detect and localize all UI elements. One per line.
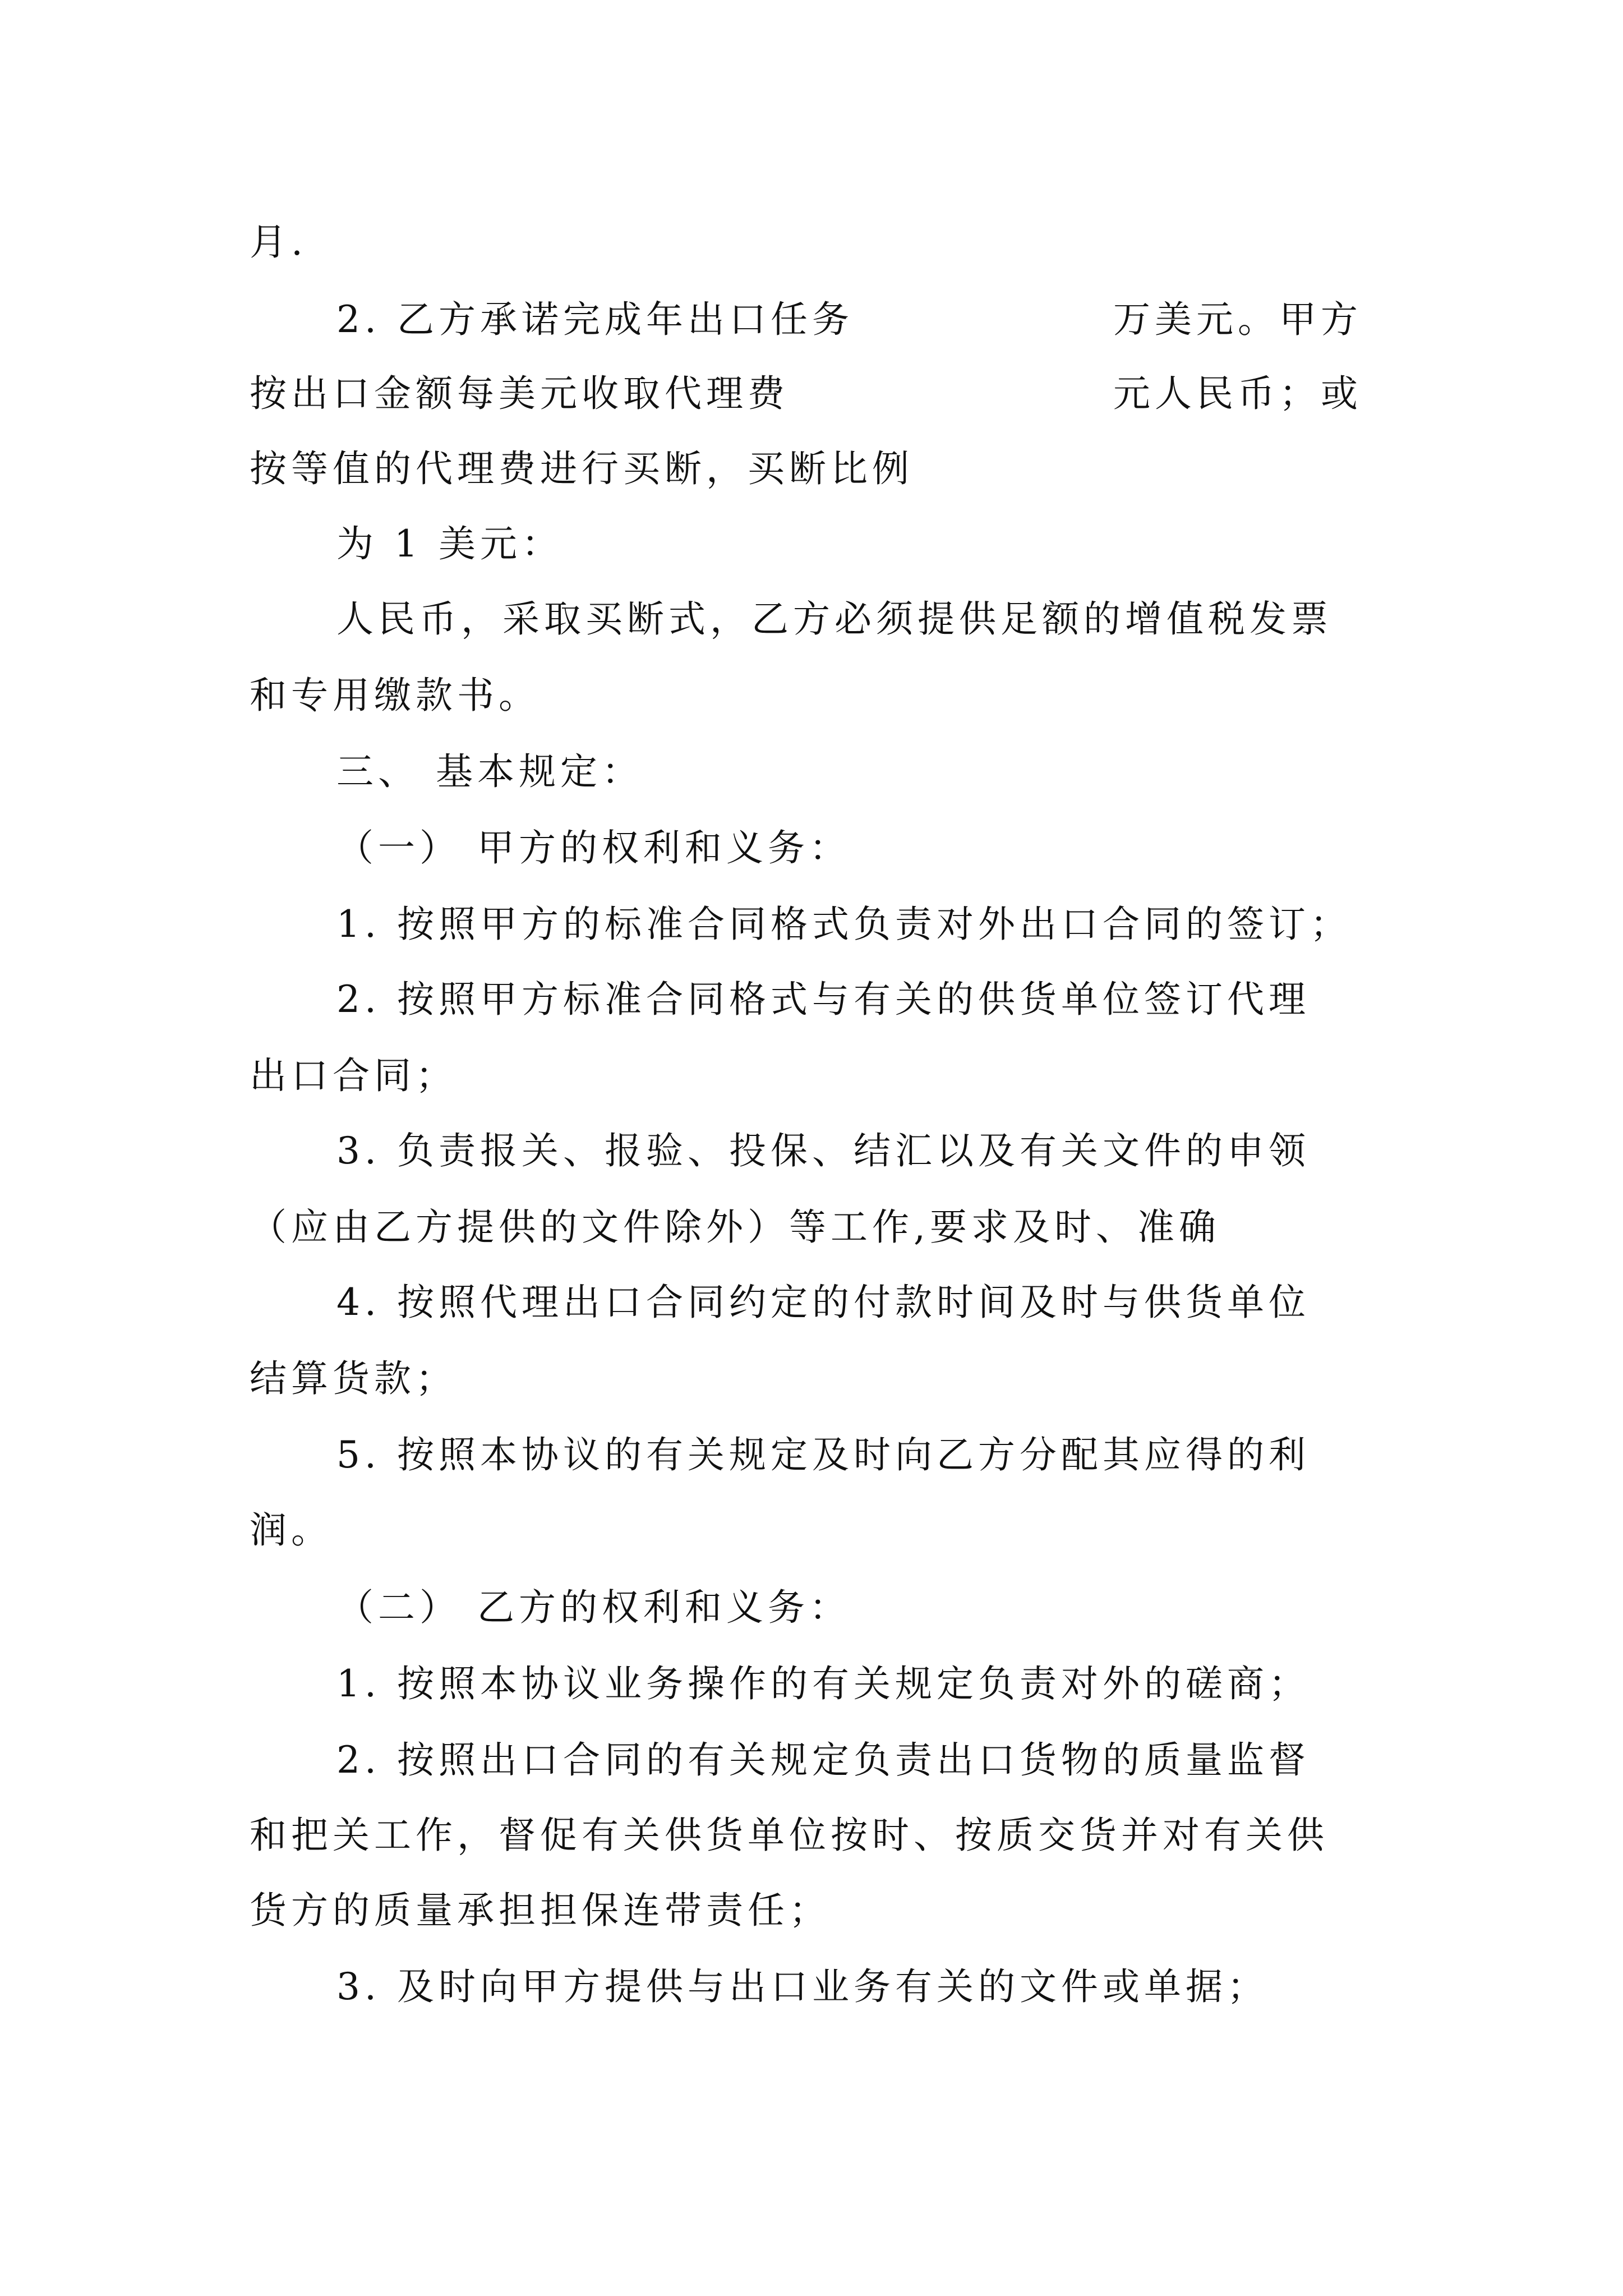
text-line: 元人民币；或 bbox=[1113, 372, 1362, 415]
text-line: 按出口金额每美元收取代理费 bbox=[250, 372, 789, 415]
text-line: 按等值的代理费进行买断，买断比例 bbox=[250, 447, 914, 490]
text-line: 结算货款； bbox=[250, 1357, 457, 1400]
text-line: 润。 bbox=[250, 1508, 333, 1552]
text-line: 和专用缴款书。 bbox=[250, 674, 540, 717]
list-item: 2. 按照出口合同的有关规定负责出口货物的质量监督 bbox=[336, 1738, 1310, 1782]
text-line: 为 1 美元： bbox=[336, 522, 563, 565]
subsection-heading: （一） 甲方的权利和义务： bbox=[336, 826, 851, 869]
text-line: 人民币，采取买断式，乙方必须提供足额的增值税发票 bbox=[336, 597, 1332, 641]
list-item: 2. 按照甲方标准合同格式与有关的供货单位签订代理 bbox=[336, 978, 1310, 1021]
text-line: 2. 乙方承诺完成年出口任务 bbox=[336, 298, 854, 341]
text-line: 和把关工作，督促有关供货单位按时、按质交货并对有关供 bbox=[250, 1814, 1329, 1857]
list-item: 3. 负责报关、报验、投保、结汇以及有关文件的申领 bbox=[336, 1129, 1310, 1172]
text-line: （应由乙方提供的文件除外）等工作,要求及时、准确 bbox=[250, 1205, 1220, 1249]
list-item: 4. 按照代理出口合同约定的付款时间及时与供货单位 bbox=[336, 1281, 1310, 1324]
list-item: 3. 及时向甲方提供与出口业务有关的文件或单据； bbox=[336, 1965, 1269, 2008]
list-item: 5. 按照本协议的有关规定及时向乙方分配其应得的利 bbox=[336, 1433, 1310, 1476]
text-line: 月. bbox=[250, 220, 307, 264]
list-item: 1. 按照甲方的标准合同格式负责对外出口合同的签订； bbox=[336, 903, 1352, 946]
subsection-heading: （二） 乙方的权利和义务： bbox=[336, 1586, 851, 1629]
list-item: 1. 按照本协议业务操作的有关规定负责对外的磋商； bbox=[336, 1662, 1310, 1705]
text-line: 万美元。甲方 bbox=[1113, 298, 1362, 341]
section-heading: 三、 基本规定： bbox=[336, 750, 643, 793]
text-line: 出口合同； bbox=[250, 1054, 457, 1097]
text-line: 货方的质量承担担保连带责任； bbox=[250, 1889, 831, 1932]
